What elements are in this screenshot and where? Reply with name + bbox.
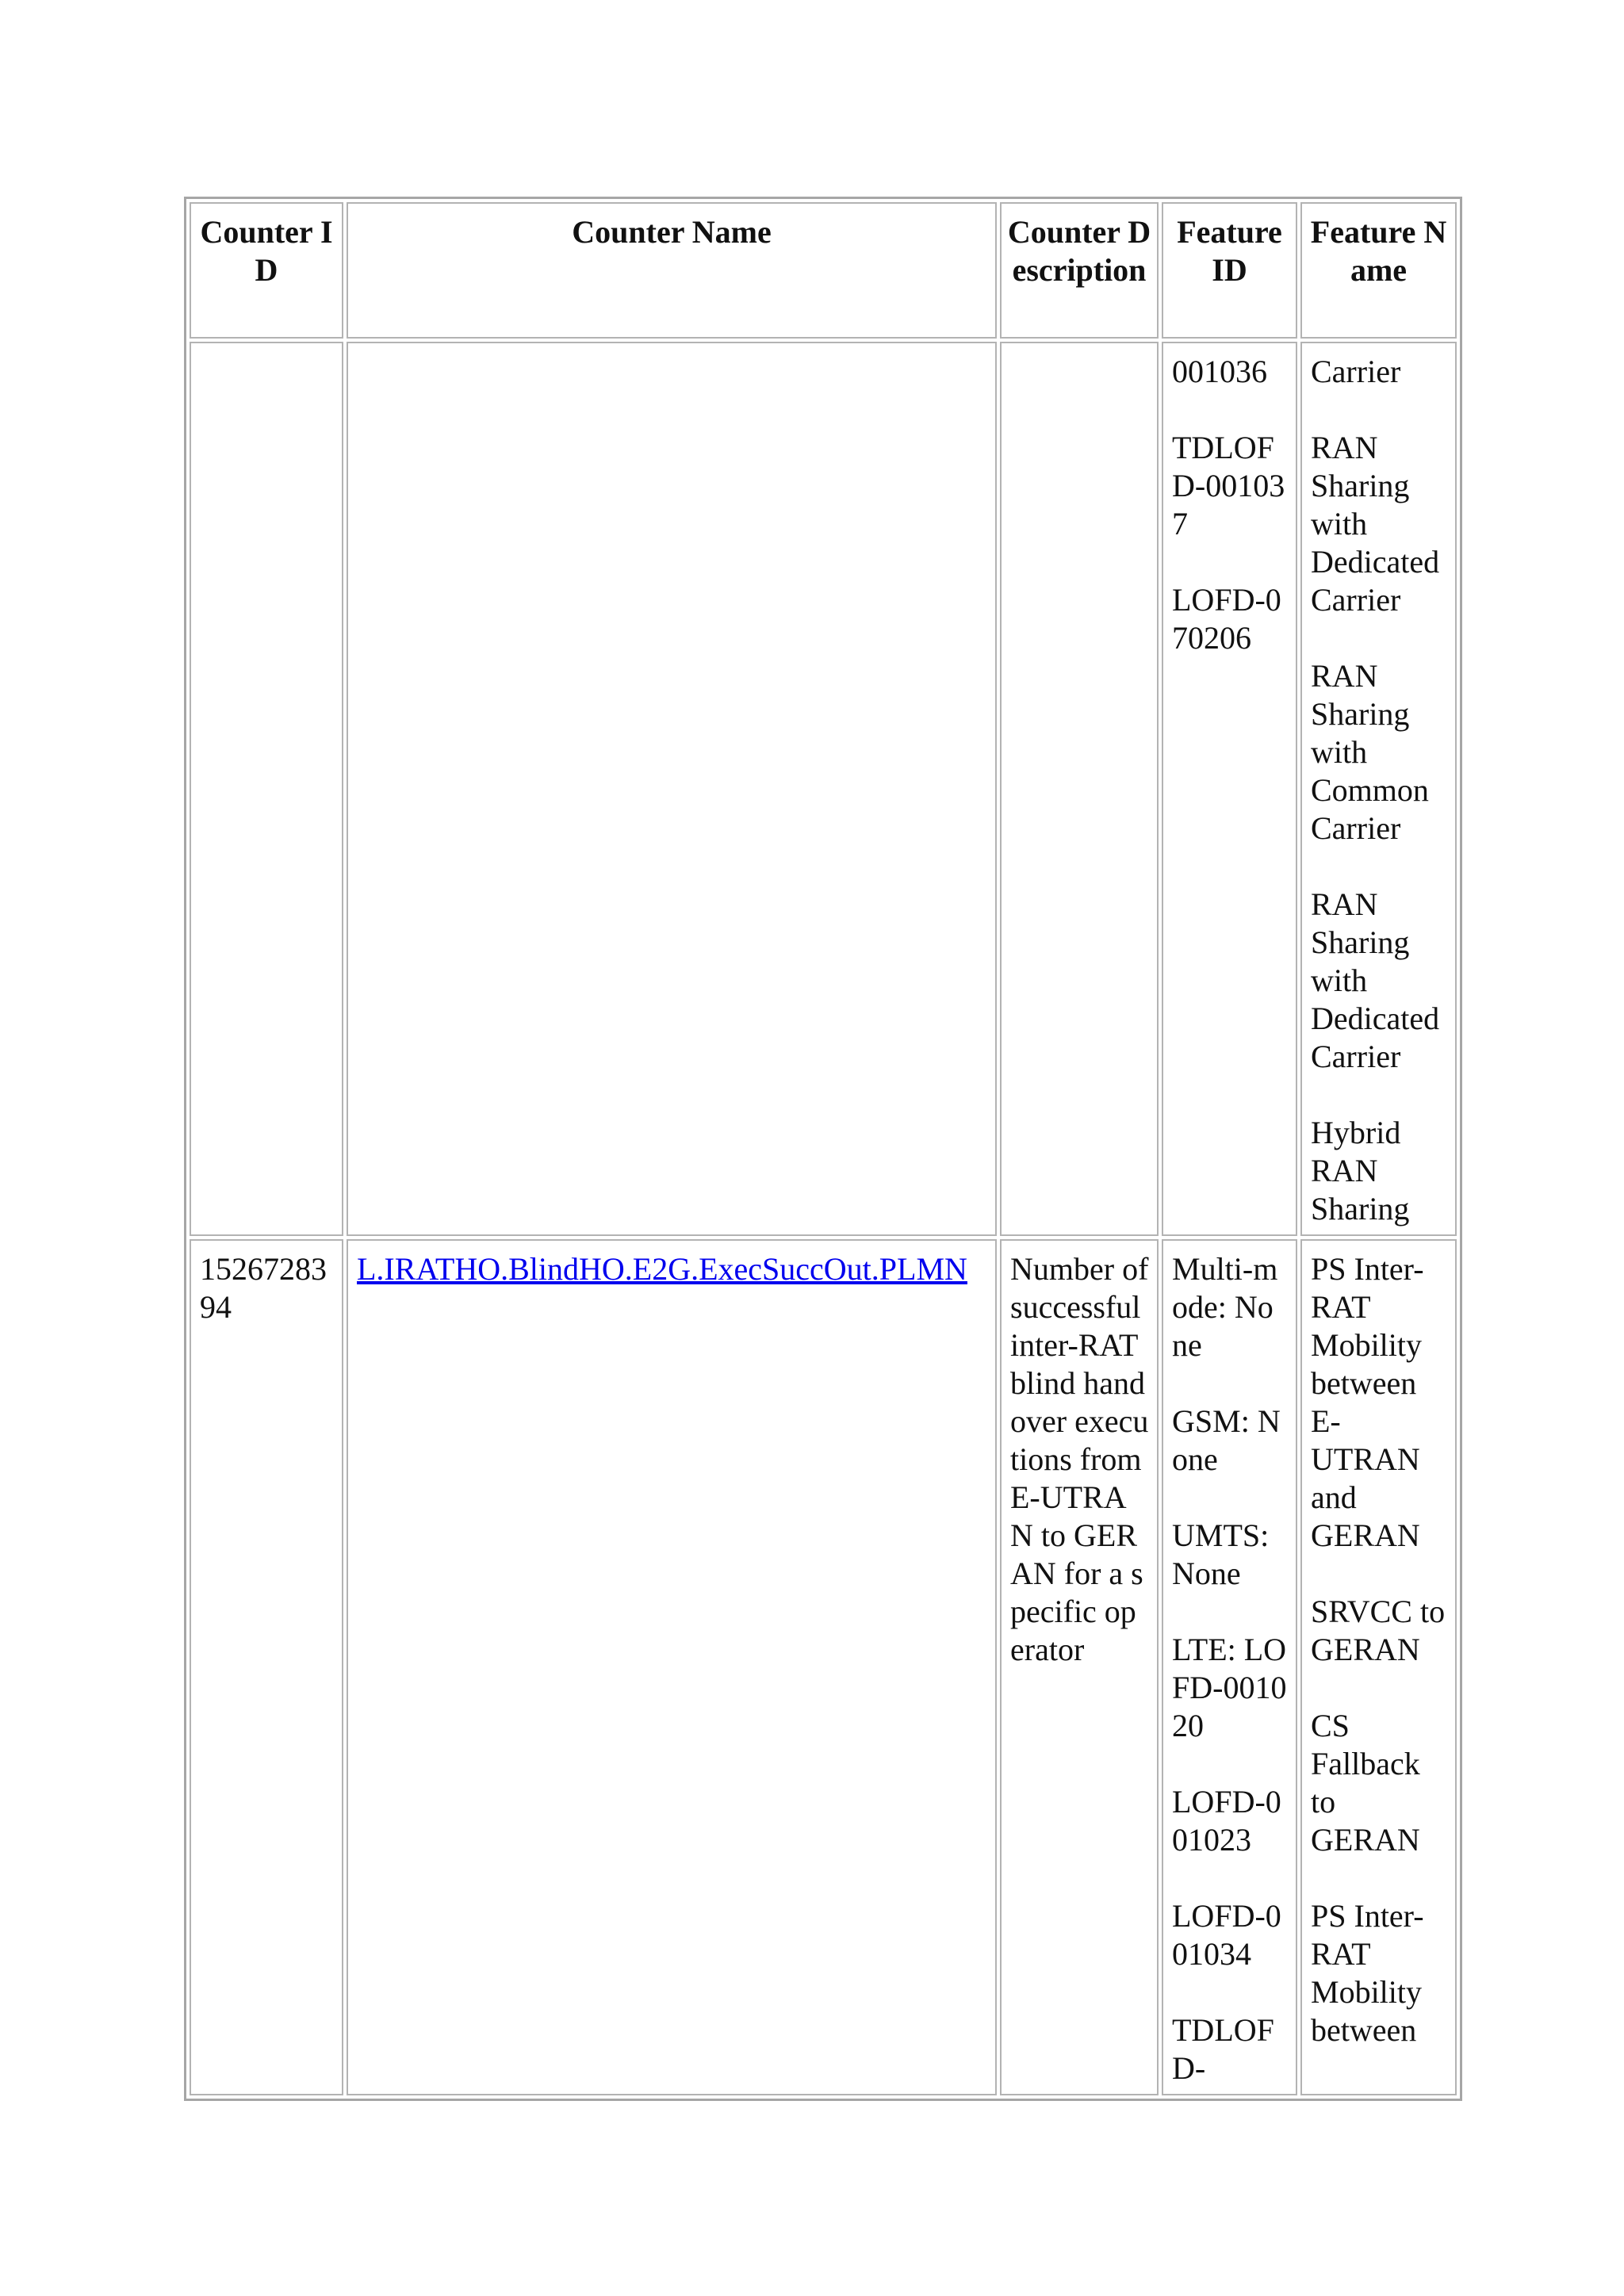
header-feature-name: Feature Name: [1300, 202, 1457, 339]
cell-counter-id: 1526728394: [190, 1239, 343, 2095]
table-row: [190, 1239, 1457, 2095]
feature-id-item: TDLOFD-: [1172, 2012, 1274, 2086]
cell-counter-name: [347, 342, 997, 1236]
feature-name-item: CS Fallback to GERAN: [1311, 1708, 1420, 1858]
feature-name-item: PS Inter-RAT Mobility between: [1311, 1898, 1424, 2048]
feature-name-item: RAN Sharing with Dedicated Carrier: [1311, 886, 1440, 1074]
table-header-row: [190, 202, 1457, 339]
feature-name-item: Hybrid RAN Sharing: [1311, 1115, 1410, 1226]
feature-id-item: LOFD-070206: [1172, 582, 1281, 656]
feature-id-item: LTE: LOFD-001020: [1172, 1632, 1287, 1743]
counter-name-link[interactable]: L.IRATHO.BlindHO.E2G.ExecSuccOut.PLMN: [357, 1251, 967, 1287]
header-counter-description: Counter Description: [1000, 202, 1159, 339]
header-counter-id: Counter ID: [190, 202, 343, 339]
cell-counter-description: Number of successful inter-RAT blind handover executions from E-UTRAN to GERAN for a specific operator: [1000, 1239, 1159, 2095]
feature-name-item: RAN Sharing with Dedicated Carrier: [1311, 430, 1440, 618]
cell-counter-name: [347, 1239, 997, 2095]
feature-name-item: Carrier: [1311, 354, 1401, 389]
cell-counter-description: [1000, 342, 1159, 1236]
header-counter-name: Counter Name: [347, 202, 997, 339]
feature-id-item: LOFD-001023: [1172, 1784, 1281, 1858]
feature-name-item: RAN Sharing with Common Carrier: [1311, 658, 1429, 846]
feature-name-item: PS Inter-RAT Mobility between E-UTRAN and GERAN: [1311, 1251, 1424, 1553]
counter-table: [184, 197, 1462, 2101]
cell-feature-name: [1300, 342, 1457, 1236]
feature-id-item: TDLOFD-001037: [1172, 430, 1285, 541]
cell-feature-id: [1162, 1239, 1297, 2095]
feature-id-item: LOFD-001034: [1172, 1898, 1281, 1972]
feature-id-item: 001036: [1172, 354, 1267, 389]
cell-feature-name: [1300, 1239, 1457, 2095]
table-row: [190, 342, 1457, 1236]
feature-id-item: GSM: None: [1172, 1403, 1281, 1477]
cell-counter-id: [190, 342, 343, 1236]
feature-id-item: Multi-mode: None: [1172, 1251, 1278, 1363]
cell-feature-id: [1162, 342, 1297, 1236]
feature-id-item: UMTS: None: [1172, 1517, 1270, 1591]
header-feature-id: Feature ID: [1162, 202, 1297, 339]
feature-name-item: SRVCC to GERAN: [1311, 1594, 1446, 1667]
